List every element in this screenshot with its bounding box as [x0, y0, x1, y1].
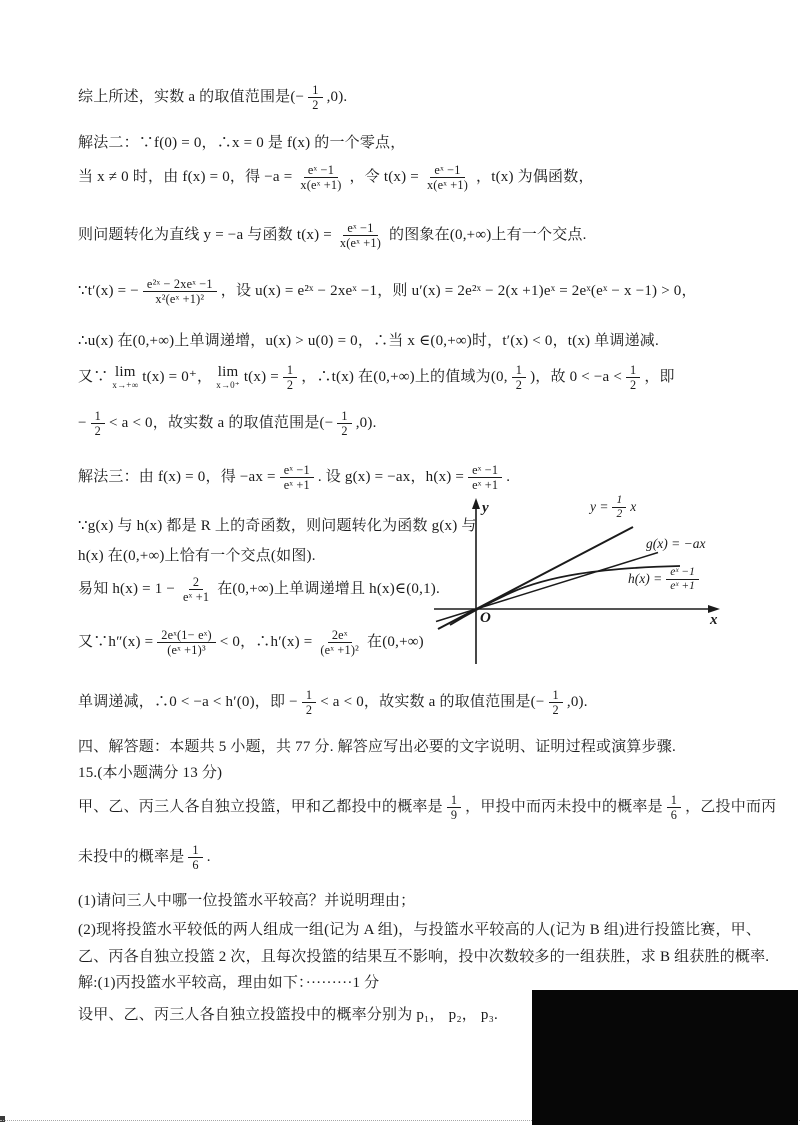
text-run: ,0).	[566, 694, 588, 711]
text-run: 在(0,+∞)	[367, 634, 424, 651]
y-axis-label: y	[482, 500, 489, 516]
text-run: ∵t′(x) = −	[78, 283, 139, 300]
line-y-half-x	[438, 527, 633, 629]
text-line-solution15-start	[78, 973, 379, 994]
text-run: ∴u(x) 在(0,+∞)上单调递增，u(x) > u(0) = 0，∴当 x ∈(0,+∞)时，t′(x) < 0，t(x) 单调递减.	[78, 333, 659, 349]
text-run: (2)现将投篮水平较低的两人组成一组(记为 A 组)，与投篮水平较高的人(记为 B 组)进行投篮比赛，甲、	[78, 922, 762, 938]
text-run: −	[78, 415, 87, 432]
text-run: 乙、丙各自独立投篮 2 次，且每次投篮的结果互不影响，投中次数较多的一组获胜，求 B 组获胜的概率.	[78, 949, 770, 965]
fraction: $\frac{1}{2}$	[612, 494, 626, 521]
text-run: h(x) 在(0,+∞)上恰有一个交点(如图).	[78, 548, 316, 564]
fraction: $\frac{1}{9}$	[447, 793, 461, 822]
text-line-method2-line4	[78, 277, 697, 306]
x-axis-label: x	[710, 612, 718, 628]
text-run: 在(0,+∞)上单调递增且 h(x)∈(0,1).	[217, 581, 440, 598]
text-run: 四、解答题：本题共 5 小题，共 77 分. 解答应写出必要的文字说明、证明过程或演算步骤.	[78, 739, 676, 755]
text-run: 解法三：由 f(x) = 0，得 −ax =	[78, 469, 276, 486]
text-run: 又∵h″(x) =	[78, 634, 154, 651]
text-run: ，t(x) 为偶函数，	[476, 169, 594, 186]
text-line-method2-line2	[78, 163, 594, 192]
label-g-line	[646, 536, 705, 552]
text-line-method3-line2	[78, 516, 477, 537]
text-run: 综上所述，实数 a 的取值范围是(−	[78, 89, 305, 106]
text-line-method2-line3	[78, 221, 587, 250]
scan-corner-mark	[0, 1116, 5, 1122]
text-line-solution15-setup	[78, 1005, 498, 1026]
text-run: x	[630, 498, 637, 514]
text-line-problem15-body2	[78, 843, 211, 872]
text-run: ，乙投中而丙	[685, 799, 777, 816]
label-y-half-x	[590, 494, 636, 521]
text-run: < 0，∴h′(x) =	[219, 634, 313, 651]
limit-operator: lim x→0⁺	[216, 364, 240, 390]
text-run: ，甲投中而丙未投中的概率是	[465, 799, 663, 816]
fraction: $\frac{\text{2eˣ}}{\text{(eˣ +1)²}}$	[320, 628, 360, 658]
text-run: ，即	[644, 369, 675, 386]
text-run: 则问题转化为直线 y = −a 与函数 t(x) =	[78, 227, 332, 244]
text-line-method2-conclusion	[78, 409, 377, 438]
text-run: 又∵	[78, 369, 109, 386]
fraction: $\frac{\text{eˣ −1}}{\text{eˣ +1}}$	[468, 463, 502, 492]
fraction: $\frac{2}{\text{eˣ +1}}$	[183, 575, 210, 605]
text-line-method2-line5	[78, 331, 659, 352]
fraction: $\frac{1}{6}$	[188, 843, 202, 872]
text-line-problem15-body1	[78, 793, 776, 822]
text-run: 解法二：∵f(0) = 0，∴x = 0 是 f(x) 的一个零点，	[78, 135, 406, 151]
text-run: .	[206, 849, 211, 866]
text-line-method3-start	[78, 463, 510, 492]
fraction: $\frac{1}{2}$	[626, 363, 640, 392]
text-line-method3-conclusion	[78, 688, 588, 717]
text-run: < a < 0，故实数 a 的取值范围是(−	[320, 694, 545, 711]
text-run: ，设 u(x) = e²ˣ − 2xeˣ −1，则 u′(x) = 2e²ˣ − 2(x +1)eˣ = 2eˣ(eˣ − x −1) > 0，	[220, 283, 697, 300]
label-h-curve	[628, 566, 703, 593]
text-run: ,0).	[326, 89, 348, 106]
text-line-method3-line5	[78, 628, 424, 657]
text-run: t(x) = 0⁺，	[142, 369, 213, 386]
text-run: ∵g(x) 与 h(x) 都是 R 上的奇函数，则问题转化为函数 g(x) 与	[78, 518, 477, 534]
fraction: $\frac{1}{2}$	[283, 363, 297, 392]
text-run: . 设 g(x) = −ax，h(x) =	[317, 469, 465, 486]
text-line-problem15-q1	[78, 891, 415, 912]
fraction: $\frac{\text{2eˣ(1− eˣ)}}{\text{(eˣ +1)³}}$	[157, 628, 216, 657]
text-run: h(x) =	[628, 570, 663, 586]
text-line-method2-start	[78, 133, 405, 154]
text-line-method3-line3	[78, 546, 316, 567]
text-run: )，故 0 < −a <	[530, 369, 622, 386]
fraction: $\frac{1}{2}$	[337, 409, 351, 438]
text-line-problem15-q2b	[78, 947, 769, 968]
text-run: 单调递减，∴0 < −a < h′(0)，即 −	[78, 694, 298, 711]
text-run: 甲、乙、丙三人各自独立投篮，甲和乙都投中的概率是	[78, 799, 443, 816]
redaction-box	[532, 990, 798, 1125]
fraction: $\frac{\text{eˣ −1}}{\text{eˣ +1}}$	[666, 566, 699, 593]
fraction: $\frac{1}{2}$	[512, 363, 526, 392]
text-run: (1)请问三人中哪一位投篮水平较高？并说明理由；	[78, 893, 416, 909]
y-axis-arrow-icon	[472, 498, 480, 509]
text-run: 易知 h(x) = 1 −	[78, 581, 176, 598]
text-run: 设甲、乙、丙三人各自独立投篮投中的概率分别为 p₁， p₂， p₃.	[78, 1007, 498, 1023]
fraction: $\frac{1}{2}$	[91, 409, 105, 438]
text-run: ，∴t(x) 在(0,+∞)上的值域为(0,	[301, 369, 508, 386]
fraction: $\frac{\text{e²ˣ − 2xeˣ −1}}{\text{x²(eˣ +1)²}}$	[143, 277, 217, 306]
text-line-method3-line4	[78, 575, 440, 604]
text-run: 当 x ≠ 0 时，由 f(x) = 0，得 −a =	[78, 169, 293, 186]
text-run: ,0).	[355, 415, 377, 432]
origin-label: O	[480, 610, 491, 626]
fraction: $\frac{\text{eˣ −1}}{\text{x(eˣ +1)}}$	[300, 163, 342, 193]
fraction: $\frac{1}{2}$	[308, 83, 322, 112]
fraction: $\frac{\text{eˣ −1}}{\text{x(eˣ +1)}}$	[426, 163, 469, 193]
text-run: 15.(本小题满分 13 分)	[78, 765, 223, 781]
text-line-problem15-header	[78, 763, 222, 784]
text-run: .	[506, 469, 511, 486]
text-run: 未投中的概率是	[78, 849, 185, 866]
text-run: ，令 t(x) =	[349, 169, 419, 186]
text-run: < a < 0，故实数 a 的取值范围是(−	[109, 415, 334, 432]
fraction: $\frac{1}{6}$	[667, 793, 681, 822]
limit-operator: lim x→+∞	[112, 364, 139, 390]
text-run: y =	[590, 498, 609, 514]
text-line-method1-conclusion	[78, 83, 347, 112]
text-run: t(x) =	[243, 369, 279, 386]
fraction: $\frac{\text{eˣ −1}}{\text{x(eˣ +1)}}$	[339, 221, 382, 251]
text-run: 解:(1)丙投篮水平较高，理由如下：·········1 分	[78, 975, 380, 991]
fraction: $\frac{1}{2}$	[302, 688, 316, 717]
text-line-section4-header	[78, 737, 676, 758]
line-g	[436, 553, 658, 622]
text-line-problem15-q2a	[78, 920, 761, 941]
text-run: g(x) = −ax	[646, 536, 706, 551]
text-run: 的图象在(0,+∞)上有一个交点.	[389, 227, 587, 244]
fraction: $\frac{\text{eˣ −1}}{\text{eˣ +1}}$	[280, 463, 314, 492]
text-line-method2-line6	[78, 363, 675, 392]
fraction: $\frac{1}{2}$	[549, 688, 563, 717]
function-graph	[428, 494, 728, 672]
